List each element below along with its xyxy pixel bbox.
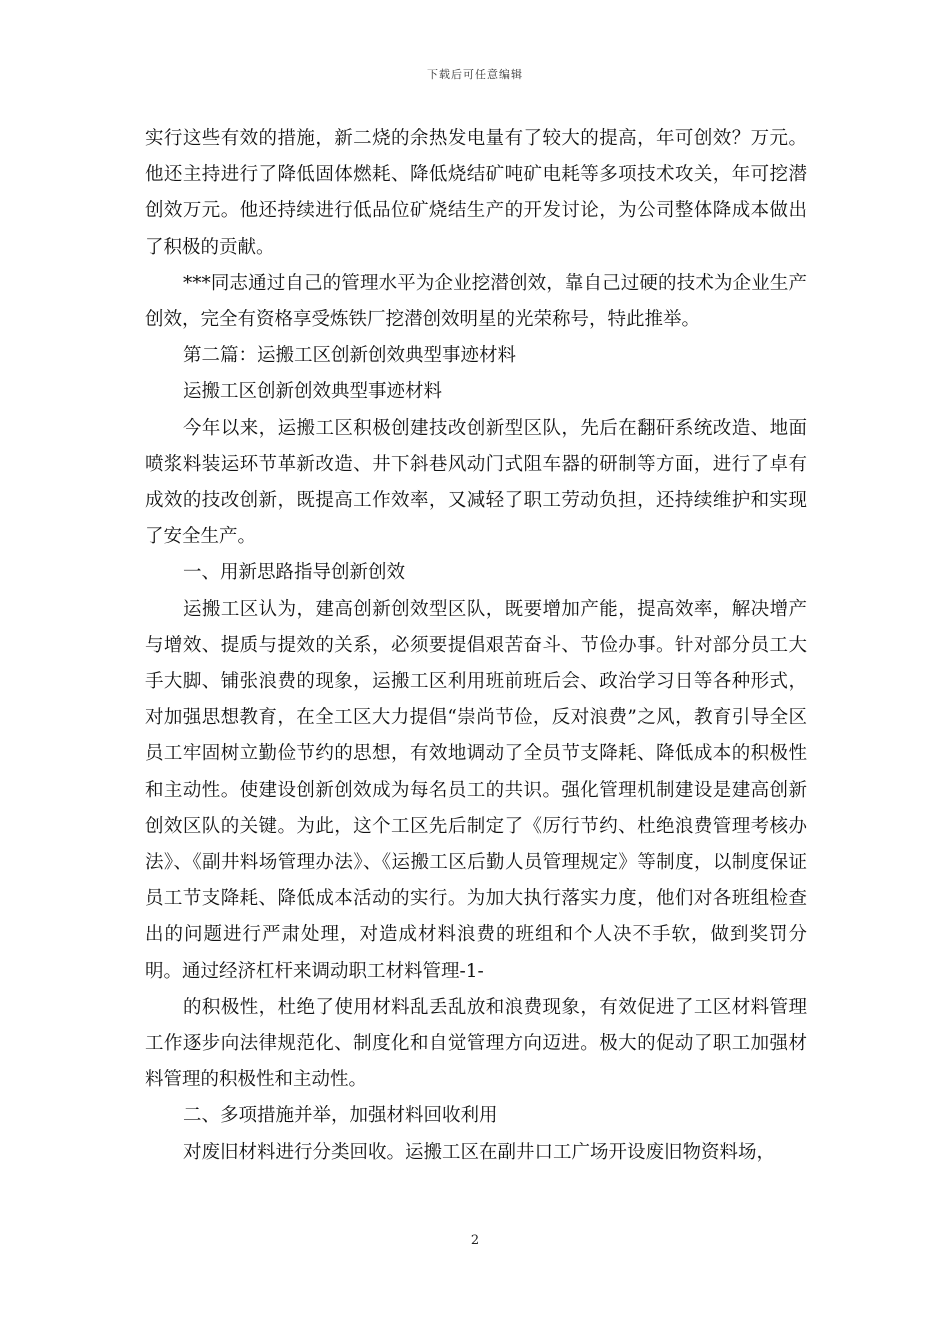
paragraph: ***同志通过自己的管理水平为企业挖潜创效，靠自己过硬的技术为企业生产创效，完全有资格享受炼铁厂挖潜创效明星的光荣称号，特此推举。 bbox=[145, 272, 807, 331]
section-heading: 第二篇：运搬工区创新创效典型事迹材料 bbox=[183, 345, 517, 367]
paragraph: 的积极性，杜绝了使用材料乱丢乱放和浪费现象，有效促进了工区材料管理工作逐步向法律规范化、制度化和自觉管理方向迈进。极大的促动了职工加强材料管理的积极性和主动性。 bbox=[145, 996, 807, 1091]
paragraph: 今年以来，运搬工区积极创建技改创新型区队，先后在翻矸系统改造、地面喷浆料装运环节革新改造、井下斜巷风动门式阻车器的研制等方面，进行了卓有成效的技改创新，既提高工作效率，又减轻了职工劳动负担，还持续维护和实现了安全生产。 bbox=[145, 417, 807, 548]
page-number: 2 bbox=[470, 1233, 480, 1248]
paragraph: 实行这些有效的措施，新二烧的余热发电量有了较大的提高，年可创效？万元。他还主持进行了降低固体燃耗、降低烧结矿吨矿电耗等多项技术攻关，年可挖潜创效万元。他还持续进行低品位矿烧结生产的开发讨论，为公司整体降成本做出了积极的贡献。 bbox=[145, 128, 807, 258]
section-subheading: 运搬工区创新创效典型事迹材料 bbox=[183, 381, 443, 403]
paragraph: 对废旧材料进行分类回收。运搬工区在副井口工广场开设废旧物资料场， bbox=[183, 1141, 776, 1163]
section-heading: 二、多项措施并举，加强材料回收利用 bbox=[183, 1105, 498, 1127]
page-header: 下载后可任意编辑 bbox=[427, 68, 523, 81]
section-heading: 一、用新思路指导创新创效 bbox=[183, 562, 406, 584]
paragraph: 运搬工区认为，建高创新创效型区队，既要增加产能，提高效率，解决增产与增效、提质与提效的关系，必须要提倡艰苦奋斗、节俭办事。针对部分员工大手大脚、铺张浪费的现象，运搬工区利用班前班后会、政治学习日等各种形式，对加强思想教育，在全工区大力提倡“崇尚节俭，反对浪费”之风，教育引导全区员工牢固树立勤俭节约的思想，有效地调动了全员节支降耗、降低成本的积极性和主动性。使建设创新创效成为每名员工的共识。强化管理机制建设是建高创新创效区队的关键。为此，这个工区先后制定了《厉行节约、杜绝浪费管理考核办法》、《副井料场管理办法》、《运搬工区后勤人员管理规定》等制度，以制度保证员工节支降耗、降低成本活动的实行。为加大执行落实力度，他们对各班组检查出的问题进行严肃处理，对造成材料浪费的班组和个人决不手软，做到奖罚分明。通过经济杠杆来调动职工材料管理-1- bbox=[145, 598, 807, 982]
document-body bbox=[145, 121, 807, 1171]
